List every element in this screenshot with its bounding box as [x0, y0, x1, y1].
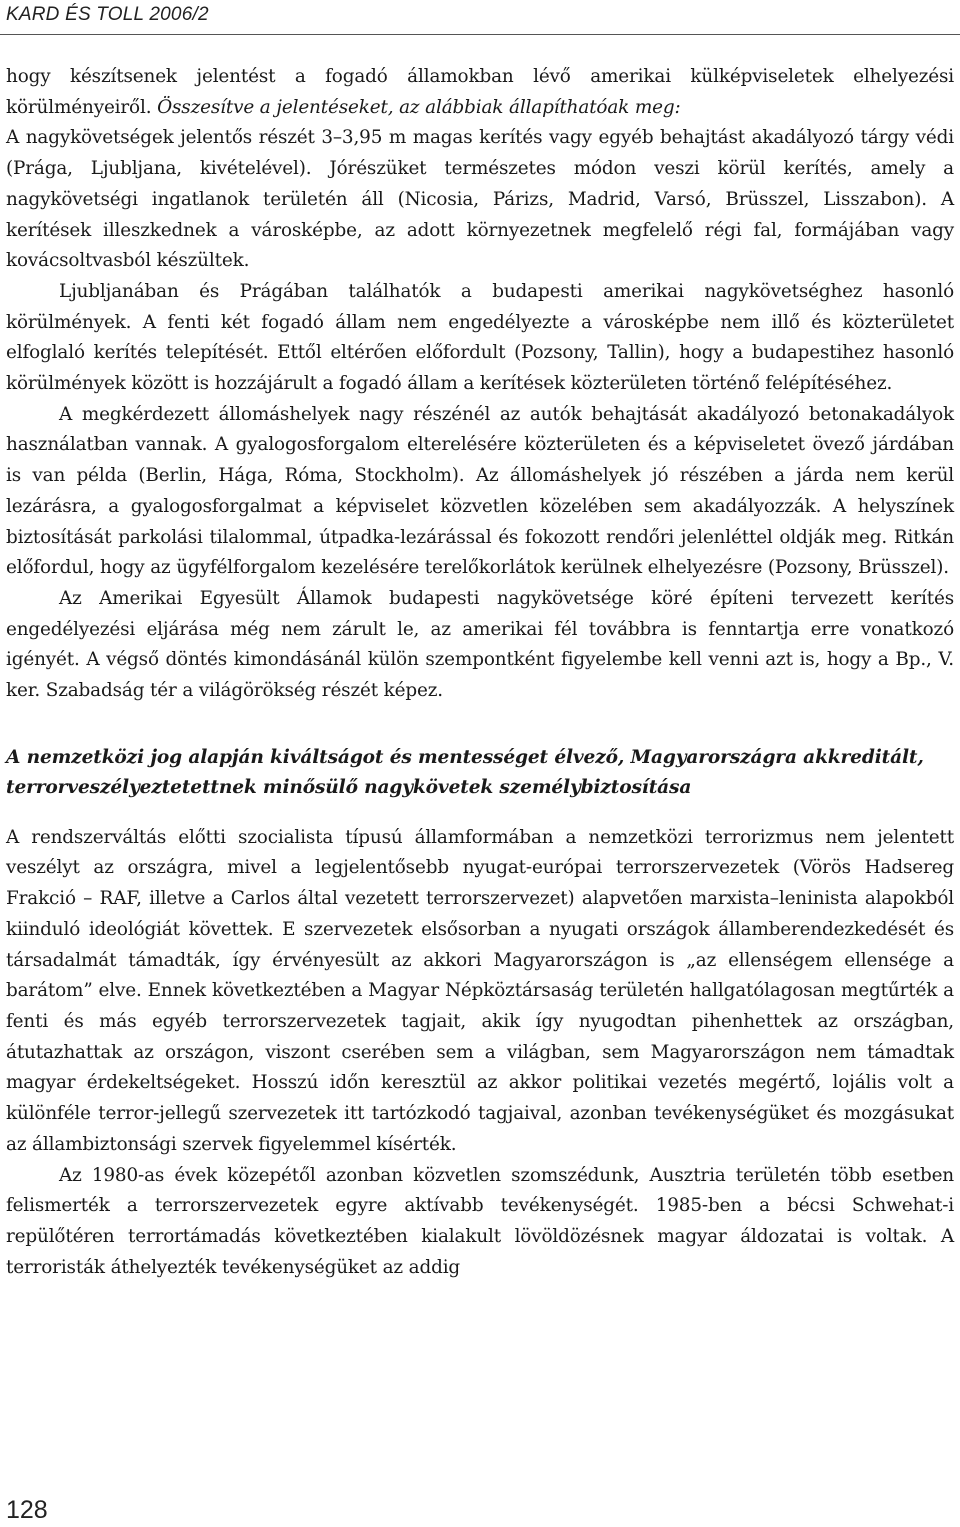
paragraph-budapest-embassy: Az Amerikai Egyesült Államok budapesti nagykövetsége köré építeni tervezett kerítés engedélyezési eljárása még nem zárult le, az amerikai fél továbbra is fenntartja erre vonatkozó igényét. A végső döntés kimondásánál külön szempontként figyelembe kell venni azt is, hogy a Bp., V. ker. Szabadság tér a világörökség részét képez. [6, 587, 954, 702]
page-number: 128 [6, 1496, 48, 1524]
section-spacer [6, 707, 954, 743]
section-heading: A nemzetközi jog alapján kiváltságot és mentességet élvező, Magyarországra akkreditált, terrorveszélyeztetettnek minősülő nagykövetek személybiztosítása [6, 746, 924, 798]
running-header: KARD ÉS TOLL 2006/2 [6, 4, 209, 25]
paragraph-regime-change: A rendszerváltás előtti szocialista típusú államformában a nemzetközi terrorizmus nem jelentett veszélyt az országra, mivel a legjelentősebb nyugat-európai terrorszervezetek (Vörös Hadsereg Frakció – RAF, illetve a Carlos által vezetett terrorszervezet) alapvetően marxista–leninista alapokból kiinduló ideológiát követtek. E szervezetek elsősorban a nyugati országok államberendezkedését és társadalmát támadták, így érvényesült az akkori Magyarországon is „az ellenségem ellensége a barátom” elve. Ennek következtében a Magyar Népköztársaság területén hallgatólagosan megtűrték a fenti és más egyéb terrorszervezetek tagjait, akik így nyugodtan pihenhettek az országban, átutazhattak az országon, viszont cserében sem a világban, sem Magyarországon nem támadtak magyar érdekeltségeket. Hosszú időn keresztül az akkor politikai vezetés megértő, lojális volt a különféle terror-jellegű szervezetek itt tartózkodó tagjaival, azonban tevékenységüket és mozgásukat az állambiztonsági szervek figyelemmel kísérték. [6, 826, 954, 1155]
paragraph-barriers: A megkérdezett állomáshelyek nagy részénél az autók behajtását akadályozó betonakadályok használatban vannak. A gyalogosforgalom elterelésére közterületen és a képviseletet övező járdában is van példa (Berlin, Hága, Róma, Stockholm). Az állomáshelyek jó részében a járda nem kerül lezárásra, a gyalogosforgalmat a képviselet közvetlen közelében sem akadályozzák. A helyszínek biztosítását parkolási tilalommal, útpadka-lezárással és fokozott rendőri jelenléttel oldják meg. Ritkán előfordul, hogy az ügyfélforgalom kezelésére terelőkorlátok kerülnek elhelyezésre (Pozsony, Brüsszel). [6, 403, 954, 579]
section-spacer [6, 803, 954, 823]
paragraph-intro [6, 62, 954, 123]
paragraph-intro-italic: Összesítve a jelentéseket, az alábbiak állapíthatóak meg: [157, 96, 681, 118]
article-body [6, 62, 954, 1283]
paragraph-1980s: Az 1980-as évek közepétől azonban közvetlen szomszédunk, Ausztria területén több esetben felismerték a terrorszervezetek egyre aktívabb tevékenységét. 1985-ben a bécsi Schwehat-i repülőtéren terrortámadás következtében kialakult lövöldözésnek magyar áldozatai is voltak. A terroristák áthelyezték tevékenységüket az addig [6, 1164, 954, 1278]
paragraph-ljubljana-prague: Ljubljanában és Prágában találhatók a budapesti amerikai nagykövetséghez hasonló körülmények. A fenti két fogadó állam nem engedélyezte a városképbe nem illő és közterületet elfoglaló kerítés telepítését. Ettől eltérően előfordult (Pozsony, Tallin), hogy a budapestihez hasonló körülmények között is hozzájárult a fogadó állam a kerítések közterületen történő felépítéséhez. [6, 280, 954, 395]
header-divider [0, 34, 960, 35]
paragraph-fences: A nagykövetségek jelentős részét 3–3,95 m magas kerítés vagy egyéb behajtást akadályozó tárgy védi (Prága, Ljubljana, kivételével). Jórészüket természetes módon veszi körül kerítés, amely a nagykövetségi ingatlanok területén áll (Nicosia, Párizs, Madrid, Varsó, Brüsszel, Lisszabon). A kerítések illeszkednek a városképbe, az adott környezetnek megfelelő régi fal, formájában vagy kovácsoltvasból készültek. [6, 127, 954, 272]
paragraph-intro-text: hogy készítsenek jelentést a fogadó államokban lévő amerikai külképviseletek elhelyezési körülményeiről. [6, 66, 954, 118]
